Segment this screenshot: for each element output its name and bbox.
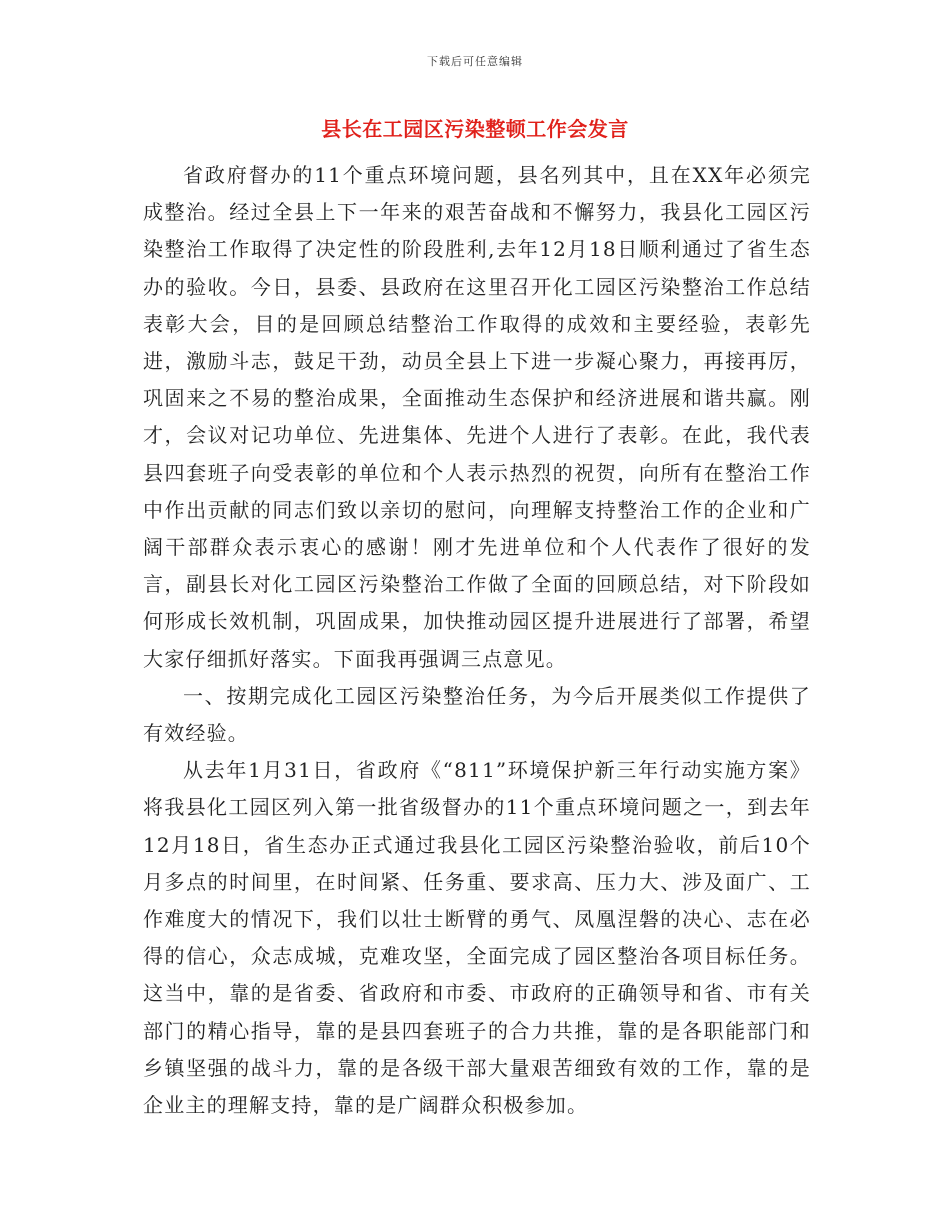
document-title: 县长在工园区污染整顿工作会发言 [321, 117, 629, 141]
page-header-note: 下载后可任意编辑 [427, 55, 523, 68]
paragraph-section-heading: 一、按期完成化工园区污染整治任务，为今后开展类似工作提供了有效经验。 [143, 683, 811, 746]
document-body [143, 157, 811, 1124]
paragraph-intro: 省政府督办的11个重点环境问题，县名列其中，且在XX年必须完成整治。经过全县上下一年来的艰苦奋战和不懈努力，我县化工园区污染整治工作取得了决定性的阶段胜利,去年12月18日顺利通过了省生态办的验收。今日，县委、县政府在这里召开化工园区污染整治工作总结表彰大会，目的是回顾总结整治工作取得的成效和主要经验，表彰先进，激励斗志，鼓足干劲，动员全县上下进一步凝心聚力，再接再厉，巩固来之不易的整治成果，全面推动生态保护和经济进展和谐共赢。刚才，会议对记功单位、先进集体、先进个人进行了表彰。在此，我代表县四套班子向受表彰的单位和个人表示热烈的祝贺，向所有在整治工作中作出贡献的同志们致以亲切的慰问，向理解支持整治工作的企业和广阔干部群众表示衷心的感谢！刚才先进单位和个人代表作了很好的发言，副县长对化工园区污染整治工作做了全面的回顾总结，对下阶段如何形成长效机制，巩固成果，加快推动园区提升进展进行了部署，希望大家仔细抓好落实。下面我再强调三点意见。 [143, 163, 811, 671]
paragraph-section-body: 从去年1月31日，省政府《“811”环境保护新三年行动实施方案》将我县化工园区列入第一批省级督办的11个重点环境问题之一，到去年12月18日，省生态办正式通过我县化工园区污染整治验收，前后10个月多点的时间里，在时间紧、任务重、要求高、压力大、涉及面广、工作难度大的情况下，我们以壮士断臂的勇气、凤凰涅磐的决心、志在必得的信心，众志成城，克难攻坚，全面完成了园区整治各项目标任务。这当中，靠的是省委、省政府和市委、市政府的正确领导和省、市有关部门的精心指导，靠的是县四套班子的合力共推，靠的是各职能部门和乡镇坚强的战斗力，靠的是各级干部大量艰苦细致有效的工作，靠的是企业主的理解支持，靠的是广阔群众积极参加。 [143, 758, 811, 1118]
